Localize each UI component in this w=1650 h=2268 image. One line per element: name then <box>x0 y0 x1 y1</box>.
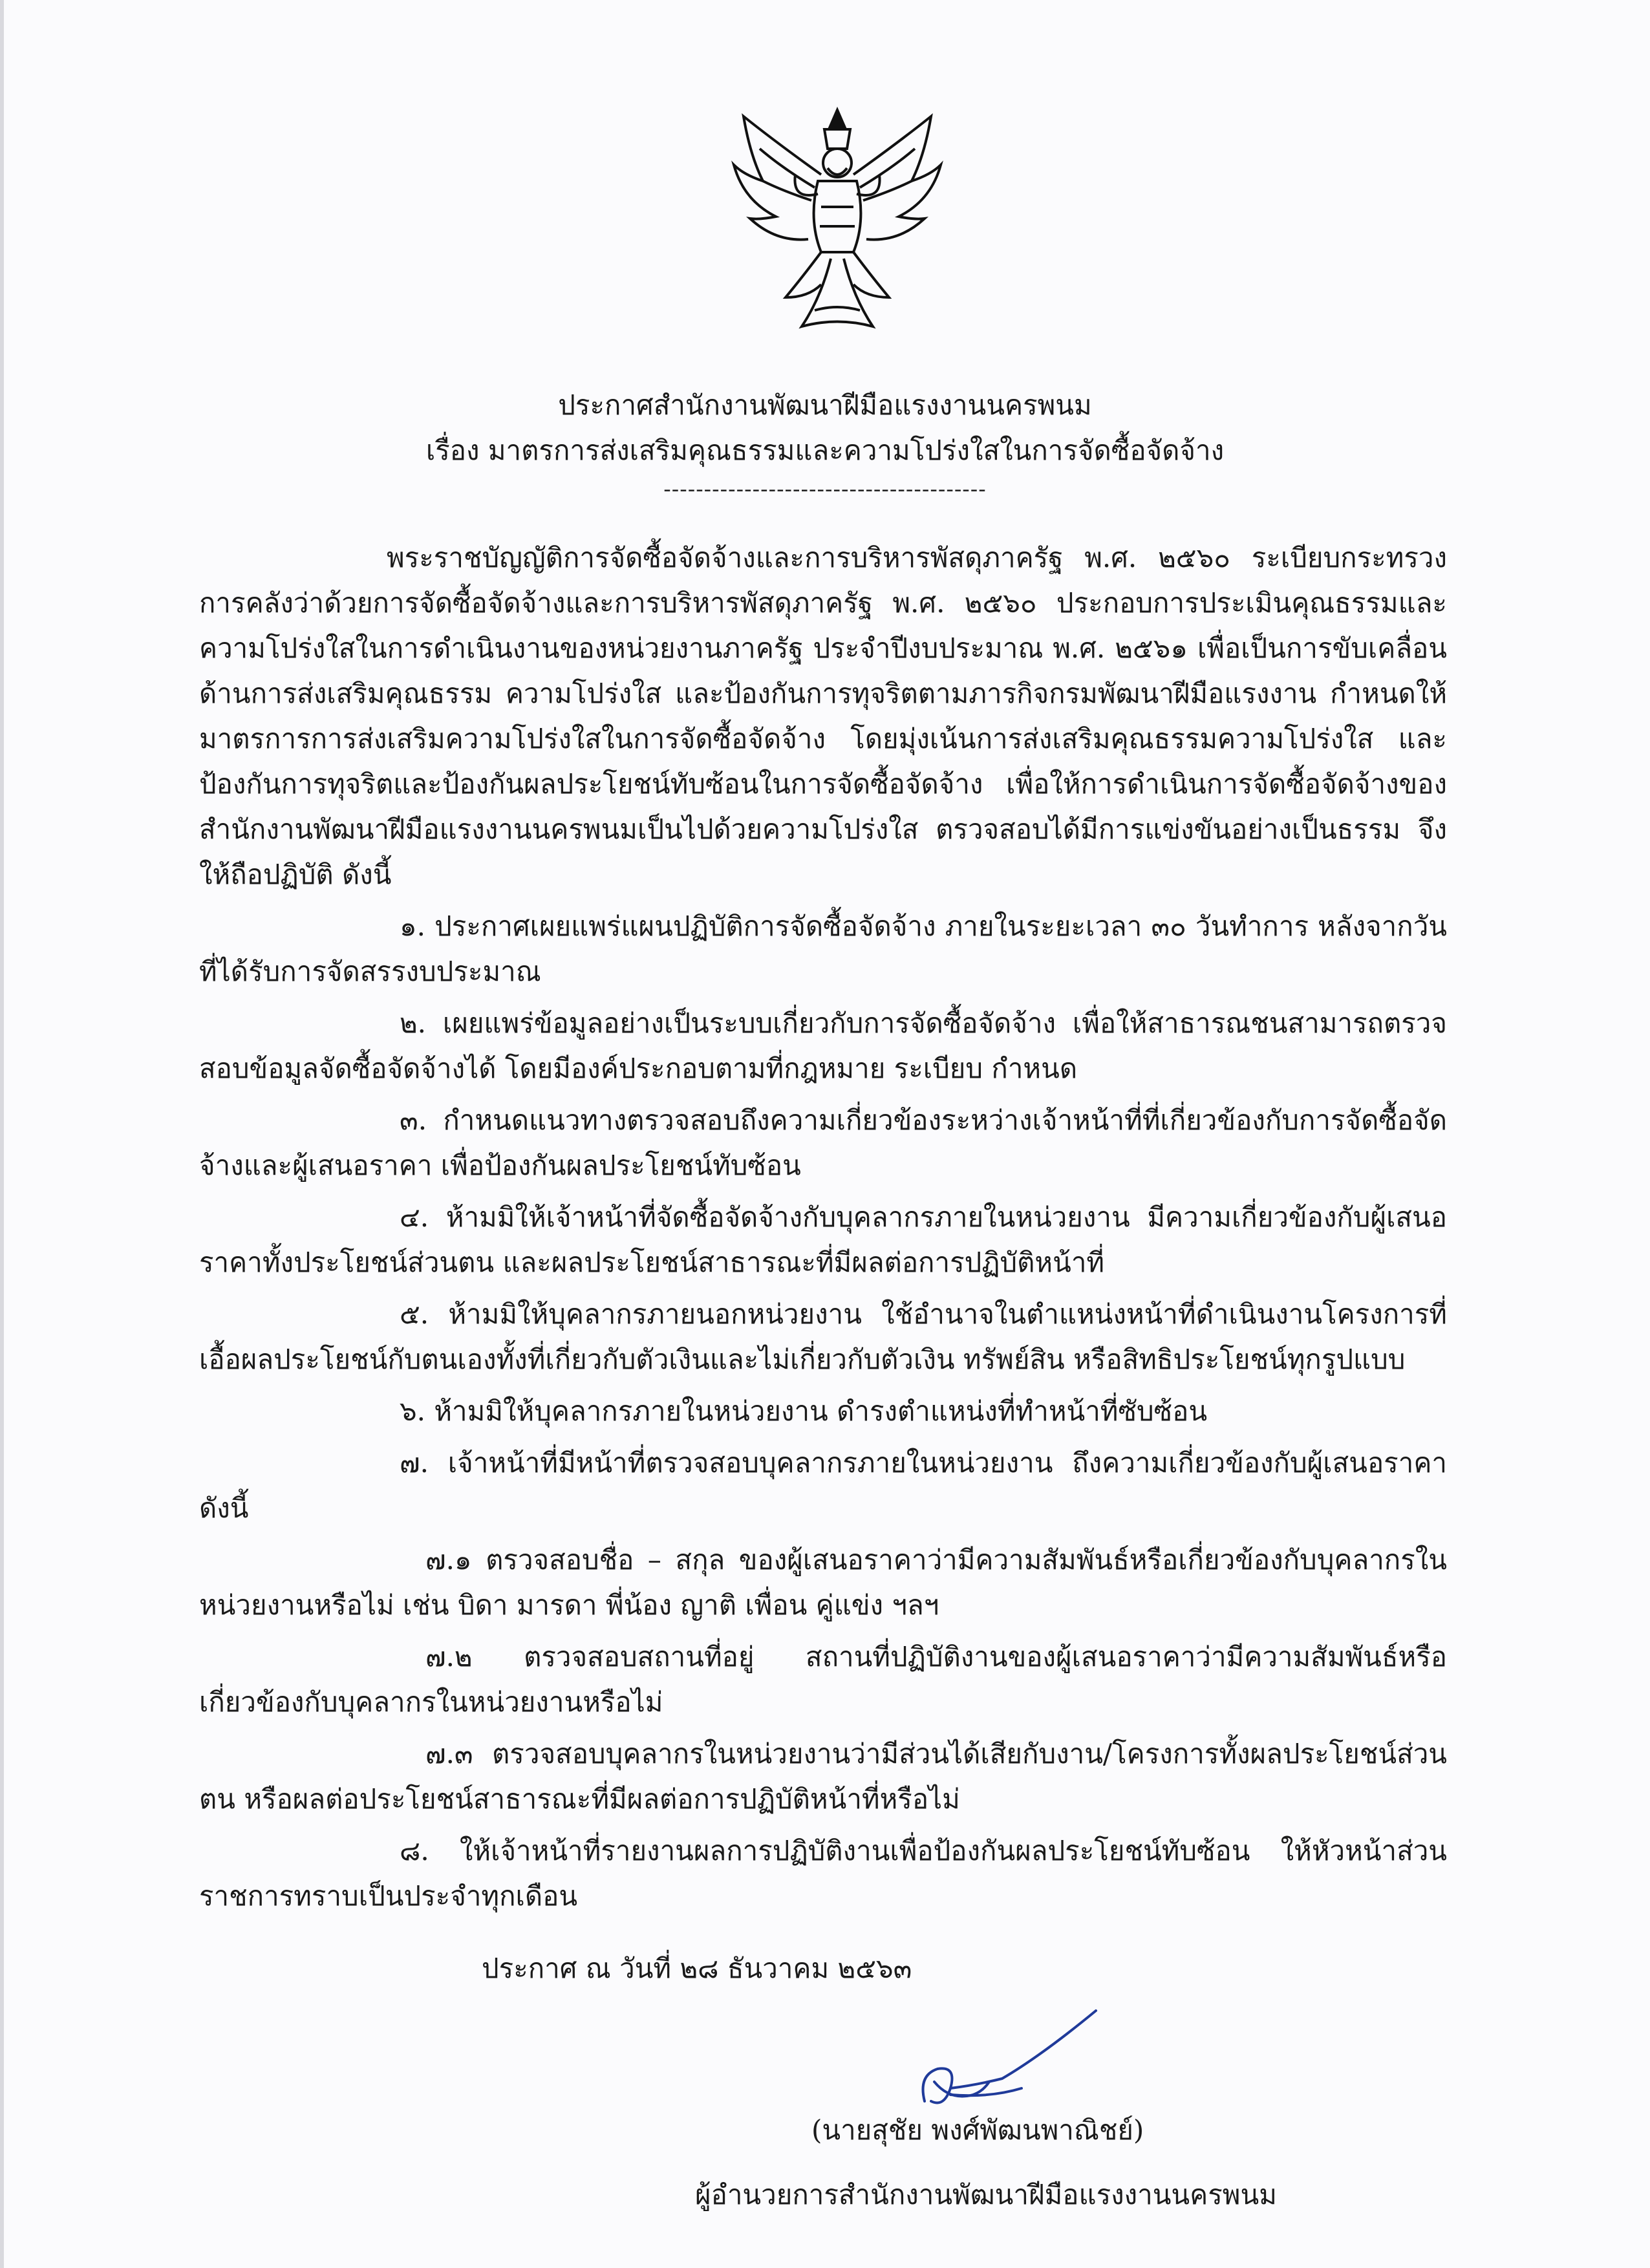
title-divider: ---------------------------------------- <box>663 476 987 502</box>
measure-item-6: ๖. ห้ามมิให้บุคลากรภายในหน่วยงาน ดำรงตำแหน่งที่ทำหน้าที่ซับซ้อน <box>400 1395 1208 1427</box>
measure-item-5: ๕. ห้ามมิให้บุคลากรภายนอกหน่วยงาน ใช้อำนาจในตำแหน่งหน้าที่ดำเนินงานโครงการที่เอื้อผลประโยชน์กับตนเองทั้งที่เกี่ยวกับตัวเงินและไม่เกี่ยวกับตัวเงิน ทรัพย์สิน หรือสิทธิประโยชน์ทุกรูปแบบ <box>199 1298 1447 1375</box>
signer-title: ผู้อำนวยการสำนักงานพัฒนาฝีมือแรงงานนครพนม <box>695 2179 1277 2210</box>
announcement-date: ประกาศ ณ วันที่ ๒๘ ธันวาคม ๒๕๖๓ <box>482 1952 912 1984</box>
measure-item-7: ๗. เจ้าหน้าที่มีหน้าที่ตรวจสอบบุคลากรภายในหน่วยงาน ถึงความเกี่ยวข้องกับผู้เสนอราคาดังนี้ <box>199 1447 1447 1524</box>
measure-sub-item-7-3: ๗.๓ ตรวจสอบบุคลากรในหน่วยงานว่ามีส่วนได้เสียกับงาน/โครงการทั้งผลประโยชน์ส่วนตน หรือผลต่อประโยชน์สาธารณะที่มีผลต่อการปฏิบัติหน้าที่หรือไม่ <box>199 1738 1447 1815</box>
signer-name: (นายสุชัย พงศ์พัฒนพาณิชย์) <box>811 2114 1144 2146</box>
measure-item-3: ๓. กำหนดแนวทางตรวจสอบถึงความเกี่ยวข้องระหว่างเจ้าหน้าที่ที่เกี่ยวข้องกับการจัดซื้อจัดจ้างและผู้เสนอราคา เพื่อป้องกันผลประโยชน์ทับซ้อน <box>199 1104 1447 1181</box>
intro-paragraph: พระราชบัญญัติการจัดซื้อจัดจ้างและการบริหารพัสดุภาครัฐ พ.ศ. ๒๕๖๐ ระเบียบกระทรวงการคลังว่าด้วยการจัดซื้อจัดจ้างและการบริหารพัสดุภาครัฐ พ.ศ. ๒๕๖๐ ประกอบการประเมินคุณธรรมและความโปร่งใสในการดำเนินงานของหน่วยงานภาครัฐ ประจำปีงบประมาณ พ.ศ. ๒๕๖๑ เพื่อเป็นการขับเคลื่อนด้านการส่งเสริมคุณธรรม ความโปร่งใส และป้องกันการทุจริตตามภารกิจกรมพัฒนาฝีมือแรงงาน กำหนดให้มาตรการการส่งเสริมความโปร่งใสในการจัดซื้อจัดจ้าง โดยมุ่งเน้นการส่งเสริมคุณธรรมความโปร่งใส และป้องกันการทุจริตและป้องกันผลประโยชน์ทับซ้อนในการจัดซื้อจัดจ้าง เพื่อให้การดำเนินการจัดซื้อจัดจ้างของสำนักงานพัฒนาฝีมือแรงงานนครพนมเป็นไปด้วยความโปร่งใส ตรวจสอบได้มีการแข่งขันอย่างเป็นธรรม จึงให้ถือปฏิบัติ ดังนี้ <box>199 542 1447 890</box>
measure-sub-item-7-2: ๗.๒ ตรวจสอบสถานที่อยู่ สถานที่ปฏิบัติงานของผู้เสนอราคาว่ามีความสัมพันธ์หรือเกี่ยวข้องกับบุคลากรในหน่วยงานหรือไม่ <box>199 1641 1447 1718</box>
measure-item-4: ๔. ห้ามมิให้เจ้าหน้าที่จัดซื้อจัดจ้างกับบุคลากรภายในหน่วยงาน มีความเกี่ยวข้องกับผู้เสนอราคาทั้งประโยชน์ส่วนตน และผลประโยชน์สาธารณะที่มีผลต่อการปฏิบัติหน้าที่ <box>199 1201 1447 1278</box>
measure-sub-item-7-1: ๗.๑ ตรวจสอบชื่อ – สกุล ของผู้เสนอราคาว่ามีความสัมพันธ์หรือเกี่ยวข้องกับบุคลากรในหน่วยงานหรือไม่ เช่น บิดา มารดา พี่น้อง ญาติ เพื่อน คู่แข่ง ฯลฯ <box>199 1544 1447 1621</box>
measure-item-8: ๘. ให้เจ้าหน้าที่รายงานผลการปฏิบัติงานเพื่อป้องกันผลประโยชน์ทับซ้อน ให้หัวหน้าส่วนราชการทราบเป็นประจำทุกเดือน <box>199 1835 1447 1912</box>
announcement-subject: เรื่อง มาตรการส่งเสริมคุณธรรมและความโปร่งใสในการจัดซื้อจัดจ้าง <box>425 434 1225 466</box>
announcement-title: ประกาศสำนักงานพัฒนาฝีมือแรงงานนครพนม <box>558 389 1092 421</box>
garuda-emblem-icon <box>724 103 950 336</box>
measure-item-1: ๑. ประกาศเผยแพร่แผนปฏิบัติการจัดซื้อจัดจ้าง ภายในระยะเวลา ๓๐ วันทำการ หลังจากวันที่ได้รับการจัดสรรงบประมาณ <box>199 910 1447 987</box>
document-heading <box>0 383 1650 506</box>
document-body <box>199 535 1447 1925</box>
scan-edge <box>0 0 4 2268</box>
measure-item-2: ๒. เผยแพร่ข้อมูลอย่างเป็นระบบเกี่ยวกับการจัดซื้อจัดจ้าง เพื่อให้สาธารณชนสามารถตรวจสอบข้อมูลจัดซื้อจัดจ้างได้ โดยมีองค์ประกอบตามที่กฎหมาย ระเบียบ กำหนด <box>199 1007 1447 1084</box>
